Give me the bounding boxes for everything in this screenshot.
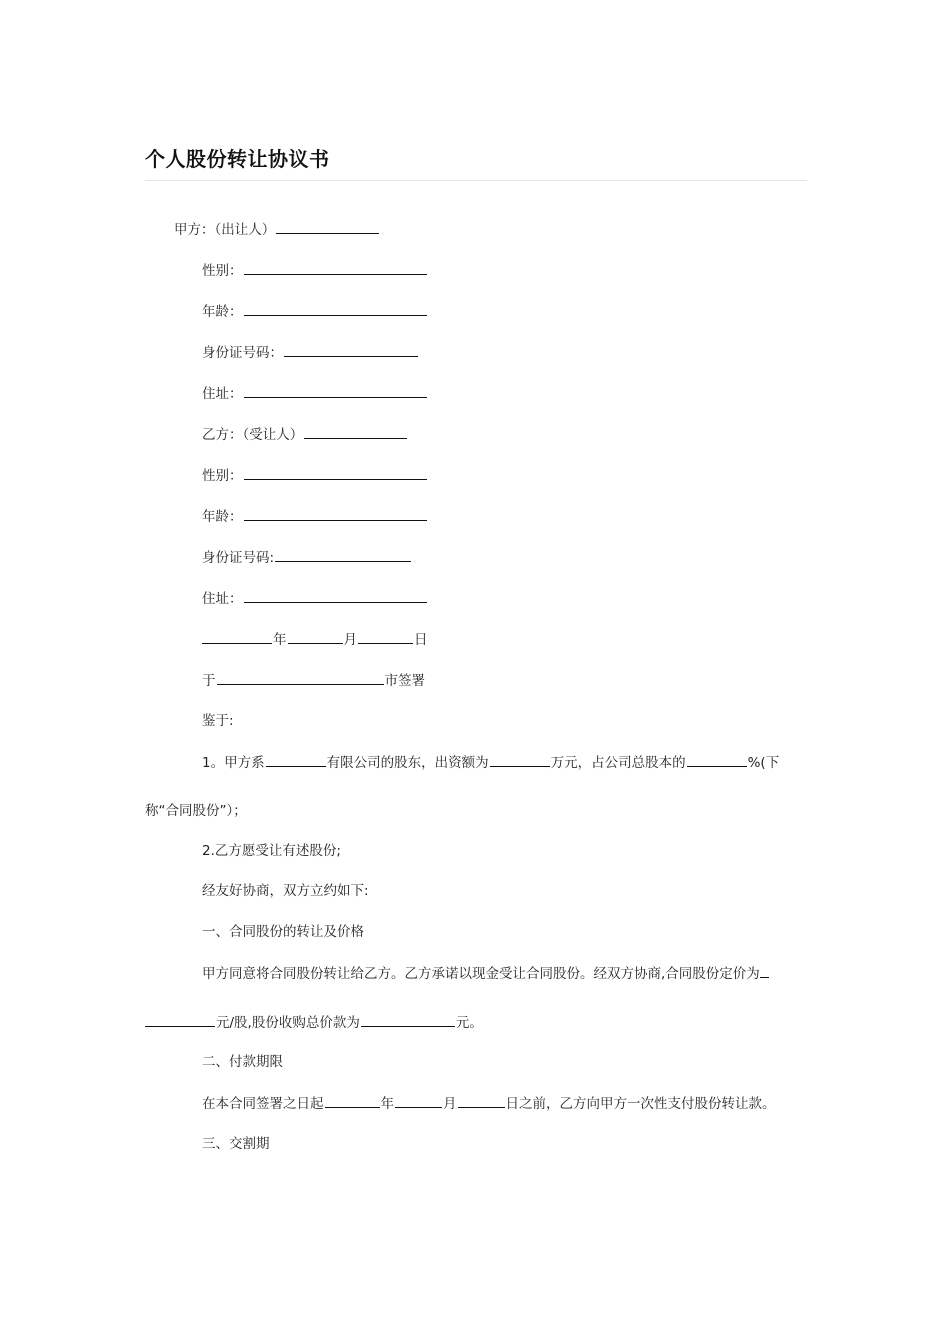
title-divider [145,180,807,181]
clause-1-line [202,753,779,772]
section-2-part-1: 在本合同签署之日起 [202,1096,324,1112]
party-a-age-line [202,302,428,321]
clause-1-part-4: %(下 [747,755,780,771]
signing-date-line [202,630,428,649]
payment-day-blank [458,1094,505,1108]
share-percent-blank [687,753,747,767]
section-1-heading: 一、合同股份的转让及价格 [202,924,364,940]
party-a-id-line [202,343,419,362]
agreement-intro: 经友好协商，双方立约如下: [202,883,369,899]
clause-1-part-1: 1。甲方系 [202,755,265,771]
party-b-id-label: 身份证号码: [202,550,275,566]
party-a-line [174,220,380,239]
company-name-blank [266,753,326,767]
party-a-address-blank [244,384,427,398]
party-a-id-blank [284,343,418,357]
price-blank-start [760,964,769,978]
party-b-gender-line [202,466,428,485]
total-price-blank [361,1013,455,1027]
signing-place-line [202,671,425,690]
document-title: 个人股份转让协议书 [145,147,330,171]
party-b-name-blank [304,425,407,439]
party-b-address-blank [244,589,427,603]
clause-1-part-2: 有限公司的股东，出资额为 [326,755,489,771]
place-prefix: 于 [202,673,216,689]
party-b-address-label: 住址： [202,591,243,607]
party-b-label: 乙方：（受让人） [202,427,304,443]
clause-1-continuation: 称“合同股份”）； [145,803,247,819]
section-1-text-b2: 元。 [455,1015,483,1031]
party-a-age-label: 年龄： [202,304,243,320]
party-b-address-line [202,589,428,608]
year-blank [202,630,272,644]
party-a-age-blank [244,302,427,316]
section-2-paragraph [202,1094,776,1113]
party-a-address-label: 住址： [202,386,243,402]
party-a-label: 甲方：（出让人） [174,222,276,238]
party-b-gender-label: 性别： [202,468,243,484]
party-a-name-blank [276,220,379,234]
clause-2-line: 2.乙方愿受让有述股份; [202,843,341,859]
section-2-part-4: 日之前，乙方向甲方一次性支付股份转让款。 [505,1096,776,1112]
place-suffix: 市签署 [384,673,425,689]
price-per-share-blank [145,1013,215,1027]
section-2-part-3: 月 [443,1096,457,1112]
payment-month-blank [395,1094,442,1108]
party-a-id-label: 身份证号码： [202,345,283,361]
party-a-gender-label: 性别： [202,263,243,279]
party-b-line [202,425,408,444]
day-label: 日 [414,632,428,648]
party-a-gender-blank [244,261,427,275]
day-blank [358,630,413,644]
party-a-gender-line [202,261,428,280]
section-1-text-b1: 元/股,股份收购总价款为 [216,1015,360,1031]
section-2-part-2: 年 [380,1096,394,1112]
section-1-text-a: 甲方同意将合同股份转让给乙方。乙方承诺以现金受让合同股份。经双方协商,合同股份定价为 [202,966,760,982]
party-b-gender-blank [244,466,427,480]
year-label: 年 [273,632,287,648]
payment-year-blank [325,1094,380,1108]
party-a-address-line [202,384,428,403]
capital-amount-blank [490,753,550,767]
clause-1-part-3: 万元，占公司总股本的 [550,755,686,771]
city-blank [217,671,384,685]
party-b-age-line [202,507,428,526]
whereas-heading: 鉴于: [202,713,234,729]
party-b-id-line [202,548,412,567]
party-b-id-blank [275,548,411,562]
section-3-heading: 三、交割期 [202,1136,270,1152]
party-b-age-label: 年龄： [202,509,243,525]
section-1-paragraph-a [202,964,769,983]
month-blank [288,630,343,644]
month-label: 月 [343,632,357,648]
section-2-heading: 二、付款期限 [202,1054,283,1070]
party-b-age-blank [244,507,427,521]
section-1-paragraph-b [145,1013,483,1032]
